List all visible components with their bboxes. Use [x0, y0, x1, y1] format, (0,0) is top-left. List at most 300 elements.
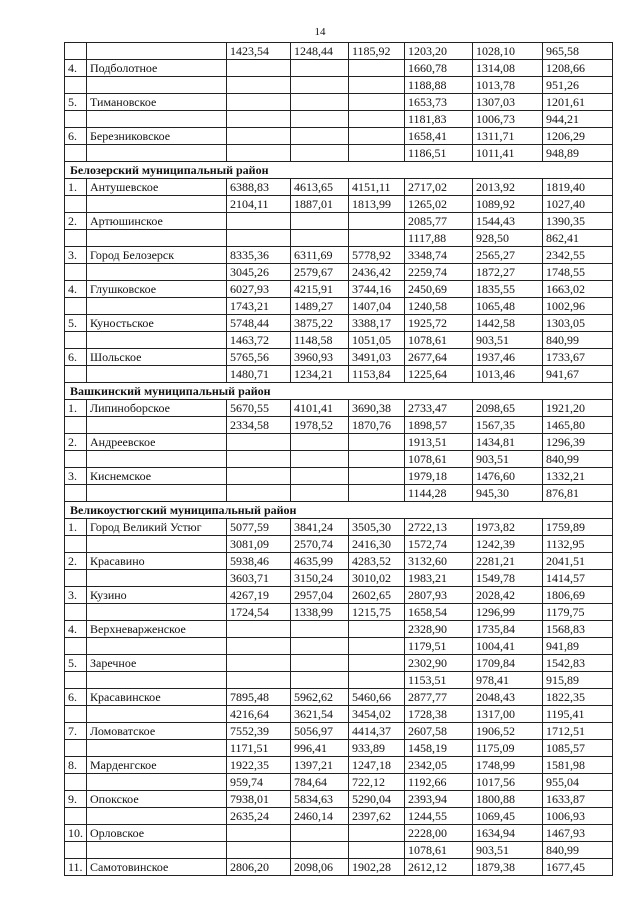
- row-number: 9.: [65, 791, 87, 808]
- row-number: 5.: [65, 315, 87, 332]
- value-cell: 945,30: [473, 485, 543, 502]
- row-number: [65, 264, 87, 281]
- table-row: [65, 43, 613, 60]
- value-cell: [227, 638, 291, 655]
- value-cell: 2328,90: [405, 621, 473, 638]
- value-cell: 955,04: [543, 774, 613, 791]
- value-cell: 1733,67: [543, 349, 613, 366]
- value-cell: 3491,03: [349, 349, 405, 366]
- value-cell: [227, 94, 291, 111]
- table-row: [65, 638, 613, 655]
- row-number: 4.: [65, 281, 87, 298]
- value-cell: 1463,72: [227, 332, 291, 349]
- value-cell: 1979,18: [405, 468, 473, 485]
- settlement-name: [87, 451, 227, 468]
- settlement-name: Киснемское: [87, 468, 227, 485]
- row-number: [65, 196, 87, 213]
- table-row: [65, 128, 613, 145]
- value-cell: 1735,84: [473, 621, 543, 638]
- row-number: 6.: [65, 689, 87, 706]
- value-cell: 1759,89: [543, 519, 613, 536]
- value-cell: 862,41: [543, 230, 613, 247]
- value-cell: 1489,27: [291, 298, 349, 315]
- table-row: [65, 434, 613, 451]
- value-cell: 1660,78: [405, 60, 473, 77]
- value-cell: 1234,21: [291, 366, 349, 383]
- table-row: [65, 757, 613, 774]
- row-number: [65, 706, 87, 723]
- value-cell: 1872,27: [473, 264, 543, 281]
- settlement-name: Верхневарженское: [87, 621, 227, 638]
- value-cell: 4215,91: [291, 281, 349, 298]
- value-cell: [291, 485, 349, 502]
- value-cell: 1225,64: [405, 366, 473, 383]
- table-row: [65, 60, 613, 77]
- value-cell: 1414,57: [543, 570, 613, 587]
- value-cell: 1465,80: [543, 417, 613, 434]
- value-cell: 959,74: [227, 774, 291, 791]
- value-cell: [349, 128, 405, 145]
- value-cell: [291, 655, 349, 672]
- value-cell: 1549,78: [473, 570, 543, 587]
- settlement-name: [87, 774, 227, 791]
- value-cell: [227, 111, 291, 128]
- value-cell: 1185,92: [349, 43, 405, 60]
- value-cell: 722,12: [349, 774, 405, 791]
- section-title: Белозерский муниципальный район: [65, 162, 613, 179]
- value-cell: 4613,65: [291, 179, 349, 196]
- row-number: [65, 740, 87, 757]
- row-number: [65, 332, 87, 349]
- value-cell: 1303,05: [543, 315, 613, 332]
- value-cell: 1004,41: [473, 638, 543, 655]
- value-cell: 1314,08: [473, 60, 543, 77]
- row-number: [65, 451, 87, 468]
- value-cell: 5748,44: [227, 315, 291, 332]
- value-cell: 2612,12: [405, 859, 473, 876]
- value-cell: 1051,05: [349, 332, 405, 349]
- value-cell: [291, 213, 349, 230]
- value-cell: [227, 230, 291, 247]
- value-cell: 1879,38: [473, 859, 543, 876]
- value-cell: 3081,09: [227, 536, 291, 553]
- value-cell: 1476,60: [473, 468, 543, 485]
- value-cell: 1813,99: [349, 196, 405, 213]
- value-cell: 1078,61: [405, 451, 473, 468]
- table-row: [65, 553, 613, 570]
- value-cell: 1171,51: [227, 740, 291, 757]
- value-cell: 2397,62: [349, 808, 405, 825]
- value-cell: 1203,20: [405, 43, 473, 60]
- value-cell: 4267,19: [227, 587, 291, 604]
- value-cell: [291, 842, 349, 859]
- settlement-name: [87, 196, 227, 213]
- value-cell: [291, 145, 349, 162]
- value-cell: [291, 468, 349, 485]
- value-cell: 1192,66: [405, 774, 473, 791]
- value-cell: 1027,40: [543, 196, 613, 213]
- settlement-name: Артюшинское: [87, 213, 227, 230]
- value-cell: 2806,20: [227, 859, 291, 876]
- settlement-name: Марденгское: [87, 757, 227, 774]
- settlement-name: Березниковское: [87, 128, 227, 145]
- value-cell: [349, 451, 405, 468]
- value-cell: 2013,92: [473, 179, 543, 196]
- value-cell: 1002,96: [543, 298, 613, 315]
- value-cell: 5056,97: [291, 723, 349, 740]
- row-number: 2.: [65, 434, 87, 451]
- value-cell: 3875,22: [291, 315, 349, 332]
- settlement-name: Кузино: [87, 587, 227, 604]
- value-cell: 4635,99: [291, 553, 349, 570]
- value-cell: 3010,02: [349, 570, 405, 587]
- table-row: [65, 230, 613, 247]
- value-cell: [227, 77, 291, 94]
- value-cell: 1065,48: [473, 298, 543, 315]
- value-cell: [291, 621, 349, 638]
- value-cell: 1458,19: [405, 740, 473, 757]
- value-cell: 5460,66: [349, 689, 405, 706]
- value-cell: 1175,09: [473, 740, 543, 757]
- value-cell: 4216,64: [227, 706, 291, 723]
- value-cell: 6388,83: [227, 179, 291, 196]
- value-cell: 3841,24: [291, 519, 349, 536]
- value-cell: 3348,74: [405, 247, 473, 264]
- tariff-table: [64, 42, 613, 876]
- settlement-name: [87, 298, 227, 315]
- row-number: [65, 570, 87, 587]
- value-cell: [349, 825, 405, 842]
- value-cell: [227, 672, 291, 689]
- table-row: [65, 298, 613, 315]
- value-cell: 1906,52: [473, 723, 543, 740]
- value-cell: 1195,41: [543, 706, 613, 723]
- section-row: [65, 502, 613, 519]
- value-cell: [227, 213, 291, 230]
- value-cell: [349, 60, 405, 77]
- value-cell: 1089,92: [473, 196, 543, 213]
- value-cell: 2393,94: [405, 791, 473, 808]
- row-number: [65, 77, 87, 94]
- value-cell: 1397,21: [291, 757, 349, 774]
- row-number: 2.: [65, 213, 87, 230]
- table-row: [65, 400, 613, 417]
- value-cell: [349, 213, 405, 230]
- value-cell: 1248,44: [291, 43, 349, 60]
- value-cell: 3690,38: [349, 400, 405, 417]
- table-row: [65, 145, 613, 162]
- value-cell: 1247,18: [349, 757, 405, 774]
- table-row: [65, 264, 613, 281]
- value-cell: 1677,45: [543, 859, 613, 876]
- value-cell: [291, 60, 349, 77]
- value-cell: 1407,04: [349, 298, 405, 315]
- row-number: 3.: [65, 587, 87, 604]
- table-row: [65, 536, 613, 553]
- value-cell: [227, 451, 291, 468]
- row-number: 2.: [65, 553, 87, 570]
- row-number: 1.: [65, 400, 87, 417]
- settlement-name: [87, 77, 227, 94]
- settlement-name: [87, 706, 227, 723]
- table-row: [65, 723, 613, 740]
- table-row: [65, 791, 613, 808]
- value-cell: 1028,10: [473, 43, 543, 60]
- value-cell: 2334,58: [227, 417, 291, 434]
- value-cell: 903,51: [473, 451, 543, 468]
- value-cell: [349, 672, 405, 689]
- value-cell: [349, 638, 405, 655]
- settlement-name: Антушевское: [87, 179, 227, 196]
- value-cell: 3960,93: [291, 349, 349, 366]
- settlement-name: Липиноборское: [87, 400, 227, 417]
- table-row: [65, 332, 613, 349]
- value-cell: 1296,39: [543, 434, 613, 451]
- value-cell: 784,64: [291, 774, 349, 791]
- section-row: [65, 162, 613, 179]
- table-row: [65, 417, 613, 434]
- value-cell: 1153,51: [405, 672, 473, 689]
- value-cell: 1568,83: [543, 621, 613, 638]
- settlement-name: [87, 638, 227, 655]
- value-cell: 1724,54: [227, 604, 291, 621]
- value-cell: 1244,55: [405, 808, 473, 825]
- value-cell: 840,99: [543, 451, 613, 468]
- value-cell: [349, 230, 405, 247]
- settlement-name: [87, 740, 227, 757]
- value-cell: 5778,92: [349, 247, 405, 264]
- page-number: 14: [314, 26, 326, 38]
- value-cell: 1181,83: [405, 111, 473, 128]
- table-row: [65, 570, 613, 587]
- value-cell: 996,41: [291, 740, 349, 757]
- value-cell: 1423,54: [227, 43, 291, 60]
- value-cell: 1307,03: [473, 94, 543, 111]
- value-cell: 1201,61: [543, 94, 613, 111]
- value-cell: 2085,77: [405, 213, 473, 230]
- value-cell: [291, 94, 349, 111]
- value-cell: 5834,63: [291, 791, 349, 808]
- value-cell: 3603,71: [227, 570, 291, 587]
- value-cell: 1117,88: [405, 230, 473, 247]
- value-cell: 1188,88: [405, 77, 473, 94]
- value-cell: 1153,84: [349, 366, 405, 383]
- table-row: [65, 689, 613, 706]
- value-cell: 1085,57: [543, 740, 613, 757]
- value-cell: 1902,28: [349, 859, 405, 876]
- value-cell: 2807,93: [405, 587, 473, 604]
- value-cell: 7552,39: [227, 723, 291, 740]
- value-cell: 1467,93: [543, 825, 613, 842]
- value-cell: [227, 434, 291, 451]
- value-cell: 1822,35: [543, 689, 613, 706]
- section-title: Вашкинский муниципальный район: [65, 383, 613, 400]
- value-cell: 2733,47: [405, 400, 473, 417]
- value-cell: 951,26: [543, 77, 613, 94]
- value-cell: 2416,30: [349, 536, 405, 553]
- value-cell: 2098,65: [473, 400, 543, 417]
- table-row: [65, 825, 613, 842]
- value-cell: 1728,38: [405, 706, 473, 723]
- value-cell: 5765,56: [227, 349, 291, 366]
- value-cell: 2281,21: [473, 553, 543, 570]
- value-cell: 7895,48: [227, 689, 291, 706]
- value-cell: 2104,11: [227, 196, 291, 213]
- row-number: [65, 111, 87, 128]
- value-cell: 1800,88: [473, 791, 543, 808]
- value-cell: 1973,82: [473, 519, 543, 536]
- value-cell: 2436,42: [349, 264, 405, 281]
- value-cell: 2028,42: [473, 587, 543, 604]
- settlement-name: Город Белозерск: [87, 247, 227, 264]
- value-cell: 1215,75: [349, 604, 405, 621]
- value-cell: 2460,14: [291, 808, 349, 825]
- value-cell: 1806,69: [543, 587, 613, 604]
- value-cell: 1186,51: [405, 145, 473, 162]
- settlement-name: [87, 604, 227, 621]
- value-cell: [291, 672, 349, 689]
- table-row: [65, 519, 613, 536]
- settlement-name: [87, 417, 227, 434]
- value-cell: 1442,58: [473, 315, 543, 332]
- row-number: [65, 43, 87, 60]
- value-cell: 928,50: [473, 230, 543, 247]
- value-cell: 2635,24: [227, 808, 291, 825]
- value-cell: [291, 111, 349, 128]
- value-cell: 2048,43: [473, 689, 543, 706]
- settlement-name: [87, 672, 227, 689]
- value-cell: 5290,04: [349, 791, 405, 808]
- row-number: [65, 145, 87, 162]
- value-cell: 1240,58: [405, 298, 473, 315]
- row-number: 4.: [65, 60, 87, 77]
- value-cell: 3388,17: [349, 315, 405, 332]
- settlement-name: [87, 366, 227, 383]
- value-cell: [227, 145, 291, 162]
- value-cell: 2041,51: [543, 553, 613, 570]
- table-row: [65, 774, 613, 791]
- value-cell: 2342,05: [405, 757, 473, 774]
- value-cell: 1311,71: [473, 128, 543, 145]
- value-cell: 1006,73: [473, 111, 543, 128]
- value-cell: 1887,01: [291, 196, 349, 213]
- value-cell: 1835,55: [473, 281, 543, 298]
- table-row: [65, 111, 613, 128]
- value-cell: 2722,13: [405, 519, 473, 536]
- row-number: [65, 417, 87, 434]
- value-cell: 915,89: [543, 672, 613, 689]
- value-cell: 5670,55: [227, 400, 291, 417]
- value-cell: 1317,00: [473, 706, 543, 723]
- value-cell: 2602,65: [349, 587, 405, 604]
- settlement-name: Андреевское: [87, 434, 227, 451]
- value-cell: [227, 60, 291, 77]
- value-cell: 1148,58: [291, 332, 349, 349]
- value-cell: 941,89: [543, 638, 613, 655]
- settlement-name: [87, 536, 227, 553]
- value-cell: [227, 842, 291, 859]
- value-cell: [291, 825, 349, 842]
- table-row: [65, 349, 613, 366]
- row-number: 8.: [65, 757, 87, 774]
- section-title: Великоустюгский муниципальный район: [65, 502, 613, 519]
- value-cell: [291, 434, 349, 451]
- value-cell: 3621,54: [291, 706, 349, 723]
- settlement-name: Самотовинское: [87, 859, 227, 876]
- value-cell: [349, 111, 405, 128]
- value-cell: 1658,41: [405, 128, 473, 145]
- value-cell: 2565,27: [473, 247, 543, 264]
- value-cell: 2450,69: [405, 281, 473, 298]
- value-cell: 2228,00: [405, 825, 473, 842]
- settlement-name: Орловское: [87, 825, 227, 842]
- value-cell: 1017,56: [473, 774, 543, 791]
- value-cell: 1983,21: [405, 570, 473, 587]
- row-number: 10.: [65, 825, 87, 842]
- value-cell: 978,41: [473, 672, 543, 689]
- table-row: [65, 706, 613, 723]
- value-cell: 6311,69: [291, 247, 349, 264]
- section-row: [65, 383, 613, 400]
- value-cell: 1179,75: [543, 604, 613, 621]
- value-cell: 5938,46: [227, 553, 291, 570]
- value-cell: 2957,04: [291, 587, 349, 604]
- value-cell: 1332,21: [543, 468, 613, 485]
- value-cell: 941,67: [543, 366, 613, 383]
- table-row: [65, 179, 613, 196]
- settlement-name: Шольское: [87, 349, 227, 366]
- value-cell: [227, 825, 291, 842]
- value-cell: 1567,35: [473, 417, 543, 434]
- value-cell: 1013,46: [473, 366, 543, 383]
- value-cell: 1542,83: [543, 655, 613, 672]
- table-row: [65, 213, 613, 230]
- value-cell: [291, 638, 349, 655]
- value-cell: 1978,52: [291, 417, 349, 434]
- settlement-name: Город Великий Устюг: [87, 519, 227, 536]
- settlement-name: [87, 485, 227, 502]
- value-cell: 1925,72: [405, 315, 473, 332]
- table-row: [65, 842, 613, 859]
- value-cell: 3045,26: [227, 264, 291, 281]
- value-cell: [349, 468, 405, 485]
- row-number: [65, 604, 87, 621]
- value-cell: 1544,43: [473, 213, 543, 230]
- table-row: [65, 451, 613, 468]
- row-number: [65, 230, 87, 247]
- row-number: 5.: [65, 94, 87, 111]
- value-cell: 1634,94: [473, 825, 543, 842]
- value-cell: 1913,51: [405, 434, 473, 451]
- settlement-name: Глушковское: [87, 281, 227, 298]
- value-cell: 2717,02: [405, 179, 473, 196]
- value-cell: [349, 94, 405, 111]
- value-cell: 3150,24: [291, 570, 349, 587]
- row-number: [65, 808, 87, 825]
- settlement-name: [87, 145, 227, 162]
- value-cell: 1011,41: [473, 145, 543, 162]
- settlement-name: Куностьское: [87, 315, 227, 332]
- value-cell: 1013,78: [473, 77, 543, 94]
- table-row: [65, 468, 613, 485]
- table-row: [65, 247, 613, 264]
- row-number: 4.: [65, 621, 87, 638]
- settlement-name: [87, 43, 227, 60]
- value-cell: [227, 468, 291, 485]
- value-cell: 1206,29: [543, 128, 613, 145]
- value-cell: 3454,02: [349, 706, 405, 723]
- value-cell: 2677,64: [405, 349, 473, 366]
